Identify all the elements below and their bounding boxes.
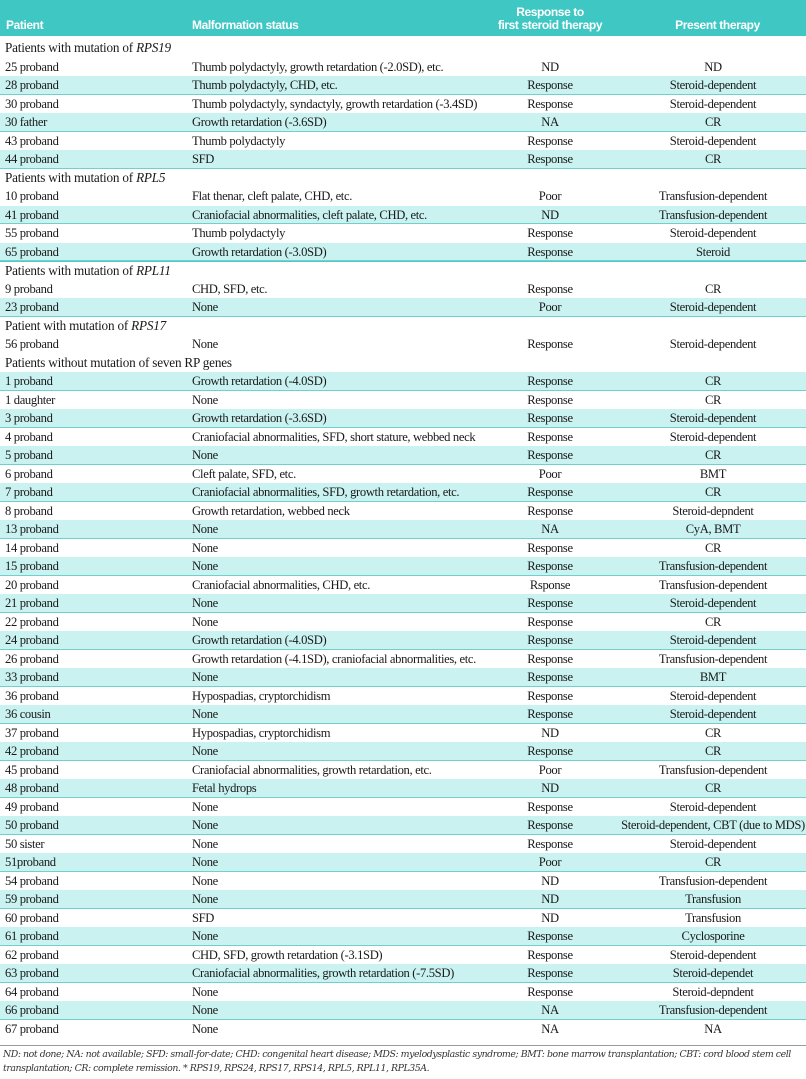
- cell-malformation-status: Growth retardation (-4.0SD): [192, 374, 327, 388]
- cell-patient: 48 proband: [5, 781, 59, 795]
- cell-patient: 50 sister: [5, 836, 45, 851]
- table-row: [0, 280, 806, 299]
- cell-response-first-steroid: Response: [527, 947, 573, 962]
- cell-response-first-steroid: Response: [527, 448, 573, 462]
- cell-response-first-steroid: Response: [527, 651, 573, 666]
- group-label-prefix: Patients with mutation of: [5, 263, 137, 278]
- table-row: [0, 890, 806, 909]
- cell-patient: 10 proband: [5, 189, 59, 203]
- table-row: [0, 483, 806, 502]
- cell-patient: 65 proband: [5, 244, 59, 259]
- cell-patient: 56 proband: [5, 337, 59, 351]
- cell-patient: 43 proband: [5, 133, 59, 148]
- cell-patient: 24 proband: [5, 633, 59, 647]
- cell-patient: 33 proband: [5, 670, 59, 684]
- cell-response-first-steroid: Response: [527, 96, 573, 111]
- cell-present-therapy: CyA, BMT: [685, 522, 741, 536]
- cell-present-therapy: Steroid-dependent, CBT (due to MDS): [621, 818, 805, 832]
- cell-malformation-status: SFD: [192, 910, 215, 925]
- table-row: [0, 872, 806, 891]
- cell-response-first-steroid: Response: [527, 152, 573, 166]
- cell-patient: 36 cousin: [5, 707, 51, 721]
- table-row: [0, 76, 806, 95]
- cell-patient: 26 proband: [5, 651, 59, 666]
- cell-response-first-steroid: Response: [527, 374, 573, 388]
- table-row: [0, 853, 806, 872]
- cell-malformation-status: None: [192, 337, 218, 351]
- cell-patient: 13 proband: [5, 522, 59, 536]
- cell-response-first-steroid: ND: [541, 910, 559, 925]
- cell-patient: 41 proband: [5, 207, 59, 222]
- cell-malformation-status: CHD, SFD, growth retardation (-3.1SD): [192, 947, 383, 962]
- cell-malformation-status: None: [192, 929, 218, 943]
- cell-response-first-steroid: ND: [541, 725, 559, 740]
- cell-malformation-status: None: [192, 614, 218, 629]
- cell-present-therapy: Steroid-dependent: [669, 707, 757, 721]
- group-gene-name: RPS19: [136, 40, 171, 55]
- table-row: [0, 150, 806, 169]
- cell-patient: 6 proband: [5, 466, 53, 481]
- cell-malformation-status: SFD: [192, 152, 215, 166]
- table-row: [0, 1020, 806, 1039]
- cell-present-therapy: BMT: [699, 466, 727, 481]
- cell-response-first-steroid: Response: [527, 559, 573, 573]
- cell-malformation-status: Thumb polydactyly, CHD, etc.: [192, 78, 338, 92]
- cell-response-first-steroid: Response: [527, 503, 573, 518]
- group-label-prefix: Patients without mutation of seven RP genes: [5, 354, 232, 370]
- cell-malformation-status: Flat thenar, cleft palate, CHD, etc.: [192, 189, 352, 203]
- cell-malformation-status: CHD, SFD, etc.: [192, 281, 268, 296]
- cell-response-first-steroid: Response: [527, 485, 573, 499]
- group-label-prefix: Patients with mutation of: [5, 40, 137, 55]
- cell-malformation-status: None: [192, 522, 218, 536]
- cell-patient: 49 proband: [5, 799, 59, 814]
- cell-malformation-status: Growth retardation (-4.0SD): [192, 633, 327, 647]
- cell-malformation-status: None: [192, 1021, 218, 1036]
- cell-response-first-steroid: Poor: [538, 762, 562, 777]
- cell-malformation-status: None: [192, 1003, 218, 1017]
- cell-response-first-steroid: Poor: [538, 466, 562, 481]
- table-row: [0, 631, 806, 650]
- cell-malformation-status: None: [192, 855, 218, 869]
- cell-patient: 1 proband: [5, 374, 53, 388]
- cell-malformation-status: Craniofacial abnormalities, CHD, etc.: [192, 577, 370, 592]
- cell-response-first-steroid: Poor: [538, 855, 562, 869]
- cell-present-therapy: CR: [704, 540, 722, 555]
- cell-response-first-steroid: Response: [527, 540, 573, 555]
- cell-response-first-steroid: NA: [541, 1021, 559, 1036]
- cell-present-therapy: Steroid-dependent: [669, 429, 757, 444]
- cell-patient: 30 proband: [5, 96, 59, 111]
- cell-patient: 30 father: [5, 115, 47, 129]
- cell-present-therapy: Transfusion: [685, 892, 741, 906]
- table-row: [0, 761, 806, 780]
- table-row: [0, 946, 806, 965]
- table-row: [0, 705, 806, 724]
- table-row: [0, 816, 806, 835]
- table-row: [0, 113, 806, 132]
- group-label-prefix: Patient with mutation of: [5, 317, 132, 333]
- table-row: [0, 557, 806, 576]
- cell-present-therapy: CR: [704, 448, 722, 462]
- cell-patient: 28 proband: [5, 78, 59, 92]
- cell-response-first-steroid: Response: [527, 429, 573, 444]
- cell-malformation-status: Craniofacial abnormalities, SFD, short stature, webbed neck: [192, 429, 476, 444]
- cell-present-therapy: CR: [704, 115, 722, 129]
- cell-present-therapy: Steroid-dependent: [669, 133, 757, 148]
- table-row: [0, 58, 806, 77]
- cell-present-therapy: ND: [704, 59, 722, 74]
- cell-response-first-steroid: Response: [527, 707, 573, 721]
- cell-response-first-steroid: Response: [527, 818, 573, 832]
- cell-response-first-steroid: Rsponse: [529, 577, 571, 592]
- cell-present-therapy: CR: [704, 614, 722, 629]
- cell-present-therapy: Steroid-dependent: [669, 947, 757, 962]
- cell-patient: 44 proband: [5, 152, 59, 166]
- table-row: [0, 927, 806, 946]
- cell-patient: 7 proband: [5, 485, 53, 499]
- cell-present-therapy: Transfusion-dependent: [658, 189, 768, 203]
- cell-response-first-steroid: Response: [527, 744, 573, 758]
- group-gene-name: RPL11: [136, 263, 171, 278]
- cell-response-first-steroid: Response: [527, 78, 573, 92]
- table-row: [0, 298, 806, 317]
- table-row: [0, 576, 806, 595]
- cell-present-therapy: BMT: [699, 670, 727, 684]
- cell-response-first-steroid: Response: [527, 633, 573, 647]
- cell-malformation-status: Cleft palate, SFD, etc.: [192, 466, 296, 481]
- cell-patient: 4 proband: [5, 429, 53, 444]
- table-row: [0, 132, 806, 151]
- table-row: [0, 409, 806, 428]
- cell-patient: 1 daughter: [5, 392, 56, 407]
- table-row: [0, 687, 806, 706]
- group-label: [0, 169, 806, 188]
- cell-patient: 59 proband: [5, 892, 59, 906]
- table-row: [0, 391, 806, 410]
- cell-present-therapy: Steroid-dependent: [669, 633, 757, 647]
- cell-present-therapy: Transfusion-dependent: [658, 207, 768, 222]
- table-row: [0, 964, 806, 983]
- cell-patient: 67 proband: [5, 1021, 59, 1036]
- cell-response-first-steroid: Response: [527, 411, 573, 425]
- cell-malformation-status: Thumb polydactyly: [192, 226, 286, 240]
- cell-malformation-status: Growth retardation (-3.6SD): [192, 411, 327, 425]
- table-row: [0, 335, 806, 354]
- footnote-divider: [0, 1045, 806, 1046]
- cell-present-therapy: Steroid-dependent: [669, 78, 757, 92]
- group-label: [0, 317, 806, 336]
- cell-malformation-status: Craniofacial abnormalities, SFD, growth retardation, etc.: [192, 485, 460, 499]
- cell-patient: 21 proband: [5, 596, 59, 610]
- table-row: [0, 95, 806, 114]
- cell-response-first-steroid: Response: [527, 596, 573, 610]
- cell-present-therapy: Transfusion-dependent: [658, 577, 768, 592]
- cell-patient: 60 proband: [5, 910, 59, 925]
- cell-malformation-status: Growth retardation (-3.6SD): [192, 115, 327, 129]
- table-row: [0, 742, 806, 761]
- cell-present-therapy: Steroid-dependent: [669, 226, 757, 240]
- table-row: [0, 243, 806, 262]
- cell-patient: 61 proband: [5, 929, 59, 943]
- cell-present-therapy: CR: [704, 392, 722, 407]
- group-label: [0, 39, 806, 58]
- table-row: [0, 668, 806, 687]
- cell-response-first-steroid: Response: [527, 984, 573, 999]
- cell-response-first-steroid: Poor: [538, 189, 562, 203]
- cell-present-therapy: CR: [704, 781, 722, 795]
- cell-present-therapy: Transfusion: [685, 910, 741, 925]
- cell-response-first-steroid: Response: [527, 281, 573, 296]
- header-response-line1: Response to: [516, 5, 584, 19]
- cell-malformation-status: Growth retardation (-4.1SD), craniofacial abnormalities, etc.: [192, 651, 476, 666]
- table-row: [0, 779, 806, 798]
- cell-malformation-status: None: [192, 596, 218, 610]
- cell-response-first-steroid: ND: [541, 207, 559, 222]
- cell-present-therapy: Steroid-dependent: [669, 688, 757, 703]
- cell-present-therapy: Steroid-dependent: [669, 799, 757, 814]
- cell-malformation-status: None: [192, 300, 218, 314]
- table-row: [0, 539, 806, 558]
- cell-present-therapy: Transfusion-dependent: [658, 873, 768, 888]
- cell-response-first-steroid: Response: [527, 392, 573, 407]
- cell-malformation-status: None: [192, 707, 218, 721]
- cell-response-first-steroid: ND: [541, 781, 559, 795]
- cell-response-first-steroid: Response: [527, 244, 573, 259]
- table-row: [0, 520, 806, 539]
- cell-response-first-steroid: Response: [527, 226, 573, 240]
- cell-present-therapy: Steroid-dependent: [669, 337, 757, 351]
- group-label: [0, 261, 806, 280]
- table-row: [0, 465, 806, 484]
- group-gene-name: RPS17: [131, 317, 167, 333]
- cell-malformation-status: None: [192, 744, 218, 758]
- cell-malformation-status: None: [192, 559, 218, 573]
- cell-patient: 23 proband: [5, 300, 59, 314]
- cell-response-first-steroid: Response: [527, 966, 573, 980]
- table-row: [0, 502, 806, 521]
- cell-patient: 51proband: [5, 855, 56, 869]
- table-row: [0, 187, 806, 206]
- cell-malformation-status: Hypospadias, cryptorchidism: [192, 688, 331, 703]
- cell-malformation-status: None: [192, 799, 218, 814]
- header-response-first-steroid: [470, 6, 630, 32]
- table-row: [0, 206, 806, 225]
- cell-present-therapy: CR: [704, 485, 722, 499]
- cell-malformation-status: None: [192, 984, 218, 999]
- cell-malformation-status: Craniofacial abnormalities, cleft palate, CHD, etc.: [192, 207, 427, 222]
- cell-present-therapy: Transfusion-dependent: [658, 1003, 768, 1017]
- cell-present-therapy: NA: [704, 1021, 722, 1036]
- cell-patient: 15 proband: [5, 559, 59, 573]
- cell-present-therapy: CR: [704, 152, 722, 166]
- cell-present-therapy: Steroid-depndent: [672, 503, 754, 518]
- table-row: [0, 613, 806, 632]
- table-row: [0, 983, 806, 1002]
- group-label-prefix: Patients with mutation of: [5, 169, 137, 185]
- cell-patient: 45 proband: [5, 762, 59, 777]
- group-label: [0, 354, 806, 373]
- cell-patient: 22 proband: [5, 614, 59, 629]
- cell-malformation-status: Hypospadias, cryptorchidism: [192, 725, 331, 740]
- cell-malformation-status: None: [192, 818, 218, 832]
- table-row: [0, 224, 806, 243]
- table-row: [0, 650, 806, 669]
- cell-present-therapy: CR: [704, 744, 722, 758]
- cell-malformation-status: None: [192, 448, 218, 462]
- cell-malformation-status: Thumb polydactyly, growth retardation (-2.0SD), etc.: [192, 59, 444, 74]
- cell-malformation-status: Craniofacial abnormalities, growth retardation (-7.5SD): [192, 966, 454, 980]
- cell-patient: 66 proband: [5, 1003, 59, 1017]
- cell-patient: 63 proband: [5, 966, 59, 980]
- cell-patient: 8 proband: [5, 503, 53, 518]
- cell-response-first-steroid: Response: [527, 799, 573, 814]
- cell-malformation-status: Growth retardation, webbed neck: [192, 503, 350, 518]
- header-malformation-status: Malformation status: [192, 18, 299, 32]
- cell-patient: 25 proband: [5, 59, 59, 74]
- cell-patient: 9 proband: [5, 281, 53, 296]
- cell-response-first-steroid: NA: [541, 1003, 559, 1017]
- table-header: [0, 0, 806, 36]
- table-row: [0, 446, 806, 465]
- cell-present-therapy: Transfusion-dependent: [658, 559, 768, 573]
- cell-malformation-status: None: [192, 836, 218, 851]
- cell-malformation-status: None: [192, 873, 218, 888]
- cell-response-first-steroid: Response: [527, 614, 573, 629]
- cell-present-therapy: CR: [704, 281, 722, 296]
- cell-malformation-status: Craniofacial abnormalities, growth retardation, etc.: [192, 762, 432, 777]
- cell-present-therapy: CR: [704, 855, 722, 869]
- cell-response-first-steroid: Response: [527, 337, 573, 351]
- cell-present-therapy: Steroid-dependent: [669, 596, 757, 610]
- header-present-therapy: Present therapy: [675, 18, 760, 32]
- cell-malformation-status: Thumb polydactyly: [192, 133, 286, 148]
- cell-present-therapy: Steroid-dependent: [669, 411, 757, 425]
- cell-patient: 50 proband: [5, 818, 59, 832]
- cell-present-therapy: Steroid-dependent: [669, 96, 757, 111]
- cell-present-therapy: Transfusion-dependent: [658, 762, 768, 777]
- table-row: [0, 1001, 806, 1020]
- cell-response-first-steroid: Response: [527, 929, 573, 943]
- cell-present-therapy: Cyclosporine: [681, 929, 745, 943]
- cell-present-therapy: Steroid-dependet: [672, 966, 754, 980]
- cell-response-first-steroid: Response: [527, 133, 573, 148]
- cell-response-first-steroid: ND: [541, 873, 559, 888]
- cell-response-first-steroid: ND: [541, 59, 559, 74]
- cell-response-first-steroid: Response: [527, 688, 573, 703]
- cell-response-first-steroid: NA: [541, 522, 559, 536]
- table-row: [0, 724, 806, 743]
- cell-patient: 42 proband: [5, 744, 59, 758]
- cell-malformation-status: None: [192, 540, 218, 555]
- cell-patient: 37 proband: [5, 725, 59, 740]
- cell-malformation-status: None: [192, 392, 218, 407]
- table-row: [0, 909, 806, 928]
- cell-present-therapy: CR: [704, 374, 722, 388]
- cell-malformation-status: Growth retardation (-3.0SD): [192, 244, 327, 259]
- cell-patient: 55 proband: [5, 226, 59, 240]
- cell-response-first-steroid: NA: [541, 115, 559, 129]
- table-row: [0, 798, 806, 817]
- cell-response-first-steroid: ND: [541, 892, 559, 906]
- cell-patient: 64 proband: [5, 984, 59, 999]
- table-row: [0, 428, 806, 447]
- group-gene-name: RPL5: [136, 169, 166, 185]
- cell-malformation-status: None: [192, 670, 218, 684]
- cell-present-therapy: Steroid-depndent: [672, 984, 754, 999]
- header-patient: Patient: [6, 18, 44, 32]
- header-response-line2: first steroid therapy: [497, 18, 603, 32]
- table-body: [0, 39, 806, 1038]
- table-row: [0, 835, 806, 854]
- cell-patient: 14 proband: [5, 540, 59, 555]
- cell-patient: 5 proband: [5, 448, 53, 462]
- cell-patient: 36 proband: [5, 688, 59, 703]
- cell-present-therapy: Steroid-dependent: [669, 300, 757, 314]
- cell-present-therapy: Transfusion-dependent: [658, 651, 768, 666]
- cell-malformation-status: None: [192, 892, 218, 906]
- cell-patient: 3 proband: [5, 411, 53, 425]
- cell-present-therapy: CR: [704, 725, 722, 740]
- cell-present-therapy: Steroid: [696, 244, 730, 259]
- cell-malformation-status: Fetal hydrops: [192, 781, 257, 795]
- cell-malformation-status: Thumb polydactyly, syndactyly, growth retardation (-3.4SD): [192, 96, 478, 111]
- cell-response-first-steroid: Poor: [538, 300, 562, 314]
- table-row: [0, 372, 806, 391]
- table-footnote: ND: not done; NA: not available; SFD: small-for-date; CHD: congenital heart disease; MDS: myelodysplastic syndrome; BMT: bone marrow transplantation; CBT: cord blood stem cell transplantation; CR: complete remission. * RPS19, RPS24, RPS17, RPS14, RPL5, RPL11, RPL35A.: [3, 1049, 791, 1074]
- cell-response-first-steroid: Response: [527, 670, 573, 684]
- cell-present-therapy: Steroid-dependent: [669, 836, 757, 851]
- table-row: [0, 594, 806, 613]
- cell-patient: 20 proband: [5, 577, 59, 592]
- cell-response-first-steroid: Response: [527, 836, 573, 851]
- cell-patient: 62 proband: [5, 947, 59, 962]
- cell-patient: 54 proband: [5, 873, 59, 888]
